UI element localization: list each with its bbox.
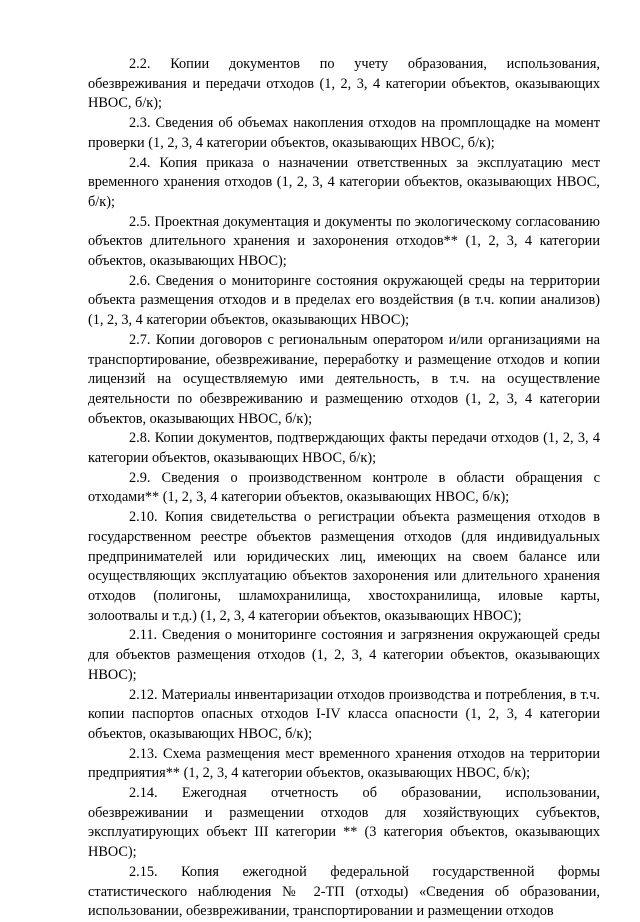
paragraph-2-15: 2.15. Копия ежегодной федеральной государственной формы статистического наблюдения № 2-ТП (отходы) «Сведения об образовании, использовании, обезвреживании, транспортировании и размещении отходов [88,863,600,920]
paragraph-2-5: 2.5. Проектная документация и документы по экологическому согласованию объектов длительного хранения и захоронения отходов** (1, 2, 3, 4 категории объектов, оказывающих НВОС); [88,213,600,270]
document-body [88,55,600,922]
paragraph-2-9: 2.9. Сведения о производственном контроле в области обращения с отходами** (1, 2, 3, 4 категории объектов, оказывающих НВОС, б/к); [88,469,600,506]
paragraph-2-3: 2.3. Сведения об объемах накопления отходов на промплощадке на момент проверки (1, 2, 3, 4 категории объектов, оказывающих НВОС, б/к); [88,115,600,151]
paragraph-2-14: 2.14. Ежегодная отчетность об образовании, использовании, обезвреживании и размещении отходов для хозяйствующих субъектов, эксплуатирующих объект III категории ** (3 категория объектов, оказывающих НВОС); [88,785,600,861]
paragraph-2-12: 2.12. Материалы инвентаризации отходов производства и потребления, в т.ч. копии паспортов опасных отходов I-IV класса опасности (1, 2, 3, 4 категории объектов, оказывающих НВОС, б/к); [88,686,600,742]
paragraph-2-2: 2.2. Копии документов по учету образования, использования, обезвреживания и передачи отходов (1, 2, 3, 4 категории объектов, оказывающих НВОС, б/к); [88,56,600,112]
paragraph-2-4: 2.4. Копия приказа о назначении ответственных за эксплуатацию мест временного хранения отходов (1, 2, 3, 4 категории объектов, оказывающих НВОС, б/к); [88,154,600,210]
paragraph-2-7: 2.7. Копии договоров с региональным оператором и/или организациями на транспортирование, обезвреживание, переработку и размещение отходов и копии лицензий на осуществляемую ими деятельность, в т.ч. на осуществление деятельности по обезвреживанию и размещению отходов (1, 2, 3, 4 категории объектов, оказывающих НВОС, б/к); [88,331,600,427]
paragraph-2-8: 2.8. Копии документов, подтверждающих факты передачи отходов (1, 2, 3, 4 категории объектов, оказывающих НВОС, б/к); [88,430,600,467]
paragraph-2-11: 2.11. Сведения о мониторинге состояния и загрязнения окружающей среды для объектов размещения отходов (1, 2, 3, 4 категории объектов, оказывающих НВОС); [88,627,600,683]
paragraph-2-6: 2.6. Сведения о мониторинге состояния окружающей среды на территории объекта размещения отходов и в пределах его воздействия (в т.ч. копии анализов) (1, 2, 3, 4 категории объектов, оказывающих НВОС); [88,272,600,329]
paragraph-2-13: 2.13. Схема размещения мест временного хранения отходов на территории предприятия** (1, 2, 3, 4 категории объектов, оказывающих НВОС, б/к); [88,745,600,782]
paragraph-2-10: 2.10. Копия свидетельства о регистрации объекта размещения отходов в государственном реестре объектов размещения отходов (для индивидуальных предпринимателей или юридических лиц, имеющих на своем балансе или осуществляющих эксплуатацию объектов захоронения или длительного хранения отходов (полигоны, шламохранилища, хвостохранилища, иловые карты, золоотвалы и т.д.) (1, 2, 3, 4 категории объектов, оказывающих НВОС); [88,509,600,624]
